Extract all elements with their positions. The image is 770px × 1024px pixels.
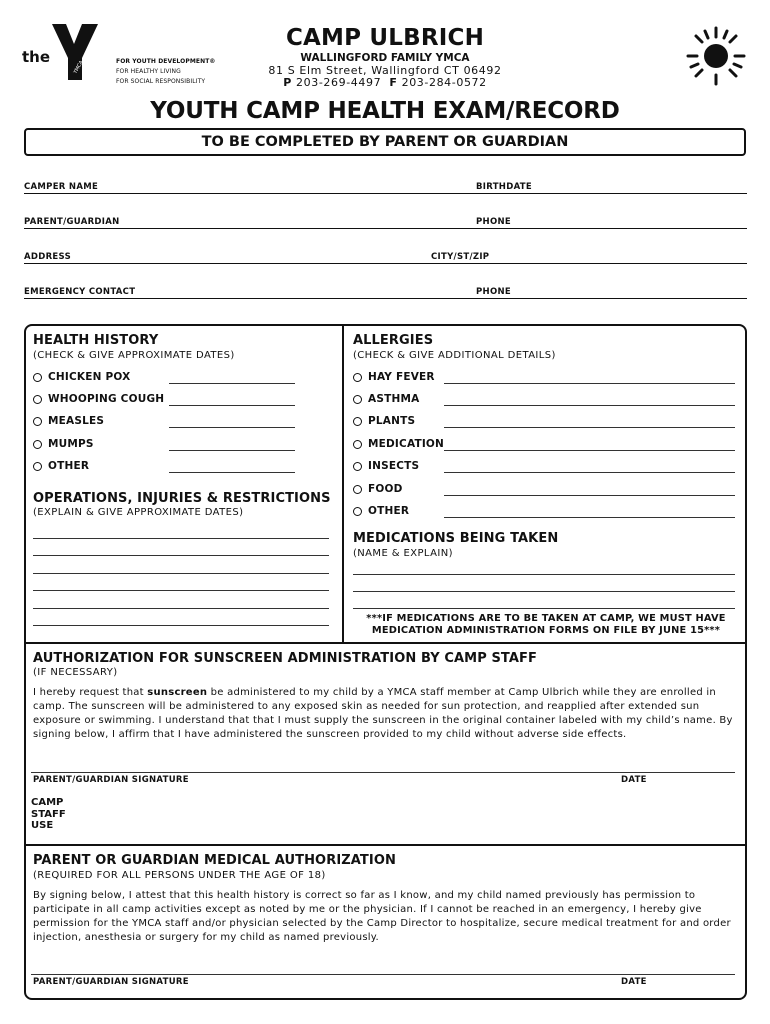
notice-line-1: ***IF MEDICATIONS ARE TO BE TAKEN AT CAMP, WE MUST HAVE [366,613,726,624]
medications-title: MEDICATIONS BEING TAKEN [353,531,559,546]
checkbox-circle[interactable] [353,462,362,471]
checkbox-circle[interactable] [33,373,42,382]
details-blank[interactable] [444,427,735,428]
staff-use-line-2: STAFF [31,808,66,820]
details-blank[interactable] [444,450,735,451]
medication-notice [350,613,742,637]
ymca-name: WALLINGFORD FAMILY YMCA [300,52,470,64]
camper-name-label: CAMPER NAME [24,182,99,192]
ymca-logo [22,22,102,82]
medical-signature-line[interactable] [31,974,735,975]
allergy-item-medication[interactable] [353,438,444,450]
operations-line-6[interactable] [33,625,329,626]
date-blank[interactable] [169,427,295,428]
date-blank[interactable] [169,472,295,473]
health-history-title: HEALTH HISTORY [33,333,159,348]
camp-name: CAMP ULBRICH [285,25,485,51]
allergy-item-label: ASTHMA [368,393,420,405]
medical-authorization-paragraph: By signing below, I attest that this health history is correct so far as I know, and my child named previously has permission to participate in all camp activities except as noted by me or the physician. If I cannot be reached in an emergency, I hereby give permission for the YMCA staff and/or physician selected by the Camp Director to hospitalize, secure medical treatment for and order injection, anesthesia or surgery for my child as named previously. [33,890,731,943]
tagline-line-3: FOR SOCIAL RESPONSIBILITY [116,78,206,85]
allergy-item-label: PLANTS [368,415,416,427]
health-item-label: WHOOPING COUGH [48,393,165,405]
address-label: ADDRESS [24,252,72,262]
details-blank[interactable] [444,383,735,384]
medical-signature-label: PARENT/GUARDIAN SIGNATURE [33,977,189,987]
allergy-item-other[interactable] [353,505,409,517]
section-divider-1 [24,642,747,644]
camp-staff-use-label [31,797,66,832]
date-blank[interactable] [169,450,295,451]
camp-phone-fax [230,77,540,89]
column-divider [342,324,344,642]
medications-line-3[interactable] [353,608,735,609]
health-item-chicken-pox[interactable] [33,371,130,383]
fax-label: F [389,76,398,89]
allergy-item-label: FOOD [368,483,403,495]
medications-subtitle: (NAME & EXPLAIN) [353,548,453,559]
parent-guardian-label: PARENT/GUARDIAN [24,217,120,227]
section-divider-2 [24,844,747,846]
date-blank[interactable] [169,405,295,406]
details-blank[interactable] [444,405,735,406]
operations-line-1[interactable] [33,538,329,539]
form-title: YOUTH CAMP HEALTH EXAM/RECORD [150,98,620,124]
health-history-subtitle: (CHECK & GIVE APPROXIMATE DATES) [33,350,235,361]
sunscreen-signature-line[interactable] [31,772,735,773]
health-item-measles[interactable] [33,415,104,427]
checkbox-circle[interactable] [33,417,42,426]
allergy-item-label: HAY FEVER [368,371,435,383]
field-line [24,263,747,264]
allergies-subtitle: (CHECK & GIVE ADDITIONAL DETAILS) [353,350,556,361]
operations-line-4[interactable] [33,590,329,591]
checkbox-circle[interactable] [33,462,42,471]
camp-address: 81 S Elm Street, Wallingford CT 06492 [268,64,502,77]
medications-line-1[interactable] [353,574,735,575]
checkbox-circle[interactable] [353,440,362,449]
emergency-contact-label: EMERGENCY CONTACT [24,287,136,297]
health-item-label: OTHER [48,460,90,472]
allergy-item-label: MEDICATION [368,438,445,450]
phone-number: 203-269-4497 [296,76,382,89]
operations-line-5[interactable] [33,608,329,609]
birthdate-label: BIRTHDATE [476,182,532,192]
field-line [24,193,747,194]
allergy-item-label: OTHER [368,505,410,517]
city-st-zip-label: CITY/ST/ZIP [431,252,490,262]
checkbox-circle[interactable] [353,373,362,382]
sunscreen-date-label: DATE [621,775,647,785]
phone-label-1: PHONE [476,217,511,227]
fax-number: 203-284-0572 [401,76,487,89]
health-item-other[interactable] [33,460,89,472]
field-line [24,298,747,299]
checkbox-circle[interactable] [353,395,362,404]
health-item-mumps[interactable] [33,438,94,450]
health-item-whooping-cough[interactable] [33,393,164,405]
checkbox-circle[interactable] [353,485,362,494]
operations-title: OPERATIONS, INJURIES & RESTRICTIONS [33,491,331,506]
phone-label: P [283,76,292,89]
sunscreen-paragraph [33,686,739,742]
details-blank[interactable] [444,517,735,518]
sunscreen-signature-label: PARENT/GUARDIAN SIGNATURE [33,775,189,785]
checkbox-circle[interactable] [33,440,42,449]
allergy-item-asthma[interactable] [353,393,419,405]
allergy-item-plants[interactable] [353,415,415,427]
sunscreen-subtitle: (IF NECESSARY) [33,667,118,678]
logo-the-text: the [22,48,51,66]
ymca-tagline [116,57,216,87]
sunscreen-title: AUTHORIZATION FOR SUNSCREEN ADMINISTRATION BY CAMP STAFF [33,651,538,666]
staff-use-line-1: CAMP [31,797,64,808]
details-blank[interactable] [444,472,735,473]
health-item-label: MUMPS [48,438,94,450]
checkbox-circle[interactable] [353,417,362,426]
emergency-contact-row[interactable] [24,285,747,299]
logo-ymca-text: YMCA [72,59,85,75]
tagline-line-1: FOR YOUTH DEVELOPMENT® [116,58,216,65]
checkbox-circle[interactable] [33,395,42,404]
camper-name-row[interactable] [24,180,747,194]
medications-line-2[interactable] [353,591,735,592]
sun-icon [686,26,746,86]
sunscreen-bold-word: sunscreen [147,687,208,698]
medical-date-label: DATE [621,977,647,987]
medical-authorization-subtitle: (REQUIRED FOR ALL PERSONS UNDER THE AGE OF 18) [33,870,326,881]
address-row[interactable] [24,250,747,264]
camp-header [230,25,540,89]
allergy-item-hay-fever[interactable] [353,371,435,383]
operations-line-2[interactable] [33,555,329,556]
health-item-label: CHICKEN POX [48,371,131,383]
allergy-item-food[interactable] [353,483,403,495]
parent-guardian-row[interactable] [24,215,747,229]
health-item-label: MEASLES [48,415,105,427]
date-blank[interactable] [169,383,295,384]
allergies-title: ALLERGIES [353,333,434,348]
allergy-item-label: INSECTS [368,460,420,472]
operations-subtitle: (EXPLAIN & GIVE APPROXIMATE DATES) [33,507,244,518]
notice-line-2: MEDICATION ADMINISTRATION FORMS ON FILE BY JUNE 15*** [371,625,721,636]
staff-use-line-3: USE [31,820,54,831]
allergy-item-insects[interactable] [353,460,419,472]
sunscreen-text-start: I hereby request that [33,687,148,698]
tagline-line-2: FOR HEALTHY LIVING [116,68,181,75]
field-line [24,228,747,229]
sunscreen-text-rest: be administered to my child by a YMCA staff member at Camp Ulbrich while they are enrolled in camp. The sunscreen will be administered to any exposed skin as needed for sun protection, and reapplied after extended sun exposure or swimming. I understand that that I must supply the sunscreen in the original container labeled with my child’s name. By signing below, I affirm that I have administered the sunscreen provided to my child without adverse side effects. [33,687,733,740]
details-blank[interactable] [444,495,735,496]
checkbox-circle[interactable] [353,507,362,516]
medical-authorization-title: PARENT OR GUARDIAN MEDICAL AUTHORIZATION [33,853,396,868]
operations-line-3[interactable] [33,573,329,574]
phone-label-2: PHONE [476,287,511,297]
instructions-banner: TO BE COMPLETED BY PARENT OR GUARDIAN [24,128,746,156]
